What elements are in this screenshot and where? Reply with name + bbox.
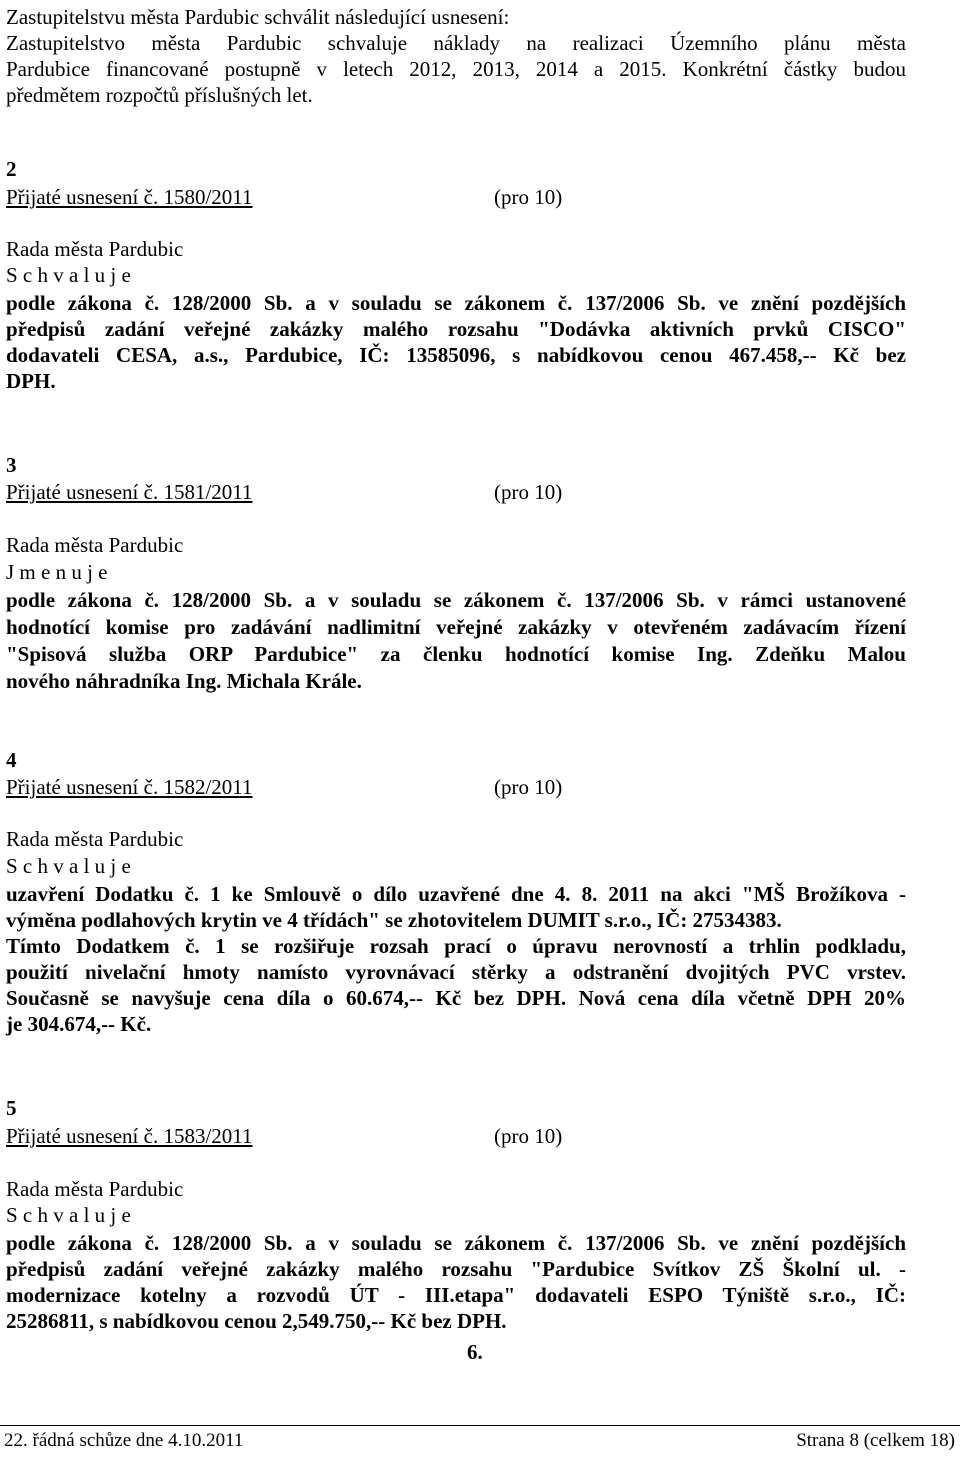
vote-count: (pro 10) bbox=[494, 185, 563, 209]
resolution-text: předpisů zadání veřejné zakázky malého rozsahu "Dodávka aktivních prvků CISCO" bbox=[6, 317, 906, 341]
resolution-text: použití nivelační hmoty namísto vyrovnávací stěrky a odstranění dvojitých PVC vrstev. bbox=[6, 960, 906, 984]
vote-count: (pro 10) bbox=[494, 480, 563, 504]
resolution-heading: Přijaté usnesení č. 1580/2011 bbox=[6, 185, 253, 209]
item-number: 5 bbox=[6, 1096, 17, 1120]
resolution-heading: Přijaté usnesení č. 1583/2011 bbox=[6, 1124, 253, 1148]
resolution-text: DPH. bbox=[6, 369, 56, 393]
council-name: Rada města Pardubic bbox=[6, 237, 184, 261]
intro-line: Zastupitelstvo města Pardubic schvaluje náklady na realizaci Územního plánu města bbox=[6, 31, 906, 55]
item-number: 6. bbox=[467, 1340, 483, 1364]
resolution-text: předpisů zadání veřejné zakázky malého rozsahu "Pardubice Svítkov ZŠ Školní ul. - bbox=[6, 1257, 906, 1281]
resolution-text: uzavření Dodatku č. 1 ke Smlouvě o dílo uzavřené dne 4. 8. 2011 na akci "MŠ Brožíkova - bbox=[6, 882, 906, 906]
intro-line: Pardubice financované postupně v letech 2012, 2013, 2014 a 2015. Konkrétní částky budou bbox=[6, 57, 906, 81]
item-number: 4 bbox=[6, 748, 17, 772]
footer-page-number: Strana 8 (celkem 18) bbox=[796, 1430, 955, 1451]
resolution-heading: Přijaté usnesení č. 1582/2011 bbox=[6, 775, 253, 799]
council-name: Rada města Pardubic bbox=[6, 533, 184, 557]
item-number: 3 bbox=[6, 453, 17, 477]
resolution-verb: S c h v a l u j e bbox=[6, 263, 131, 287]
council-name: Rada města Pardubic bbox=[6, 827, 184, 851]
resolution-heading: Přijaté usnesení č. 1581/2011 bbox=[6, 480, 253, 504]
resolution-verb: J m e n u j e bbox=[6, 560, 108, 584]
resolution-text: nového náhradníka Ing. Michala Krále. bbox=[6, 669, 362, 693]
resolution-text: podle zákona č. 128/2000 Sb. a v souladu se zákonem č. 137/2006 Sb. ve znění pozdějších bbox=[6, 291, 906, 315]
resolution-verb: S c h v a l u j e bbox=[6, 1203, 131, 1227]
resolution-text: výměna podlahových krytin ve 4 třídách" se zhotovitelem DUMIT s.r.o., IČ: 27534383. bbox=[6, 908, 782, 932]
council-name: Rada města Pardubic bbox=[6, 1177, 184, 1201]
intro-line: Zastupitelstvu města Pardubic schválit následující usnesení: bbox=[6, 5, 510, 29]
resolution-text: "Spisová služba ORP Pardubice" za členku hodnotící komise Ing. Zdeňku Malou bbox=[6, 642, 906, 666]
resolution-text: dodavateli CESA, a.s., Pardubice, IČ: 13585096, s nabídkovou cenou 467.458,-- Kč bez bbox=[6, 343, 906, 367]
resolution-text: podle zákona č. 128/2000 Sb. a v souladu se zákonem č. 137/2006 Sb. ve znění pozdějších bbox=[6, 1231, 906, 1255]
resolution-text: hodnotící komise pro zadávání nadlimitní veřejné zakázky v otevřeném zadávacím řízení bbox=[6, 615, 906, 639]
intro-line: předmětem rozpočtů příslušných let. bbox=[6, 83, 313, 107]
resolution-verb: S c h v a l u j e bbox=[6, 854, 131, 878]
resolution-text: podle zákona č. 128/2000 Sb. a v souladu se zákonem č. 137/2006 Sb. v rámci ustanovené bbox=[6, 588, 906, 612]
resolution-text: Tímto Dodatkem č. 1 se rozšiřuje rozsah prací o úpravu nerovností a trhlin podkladu, bbox=[6, 934, 906, 958]
vote-count: (pro 10) bbox=[494, 775, 563, 799]
item-number: 2 bbox=[6, 157, 17, 181]
vote-count: (pro 10) bbox=[494, 1124, 563, 1148]
resolution-text: je 304.674,-- Kč. bbox=[6, 1012, 152, 1036]
resolution-text: 25286811, s nabídkovou cenou 2,549.750,-- Kč bez DPH. bbox=[6, 1309, 507, 1333]
resolution-text: modernizace kotelny a rozvodů ÚT - III.etapa" dodavateli ESPO Týniště s.r.o., IČ: bbox=[6, 1283, 906, 1307]
footer-meeting: 22. řádná schůze dne 4.10.2011 bbox=[4, 1430, 244, 1451]
footer-rule bbox=[0, 1425, 960, 1426]
resolution-text: Současně se navyšuje cena díla o 60.674,-- Kč bez DPH. Nová cena díla včetně DPH 20% bbox=[6, 986, 906, 1010]
